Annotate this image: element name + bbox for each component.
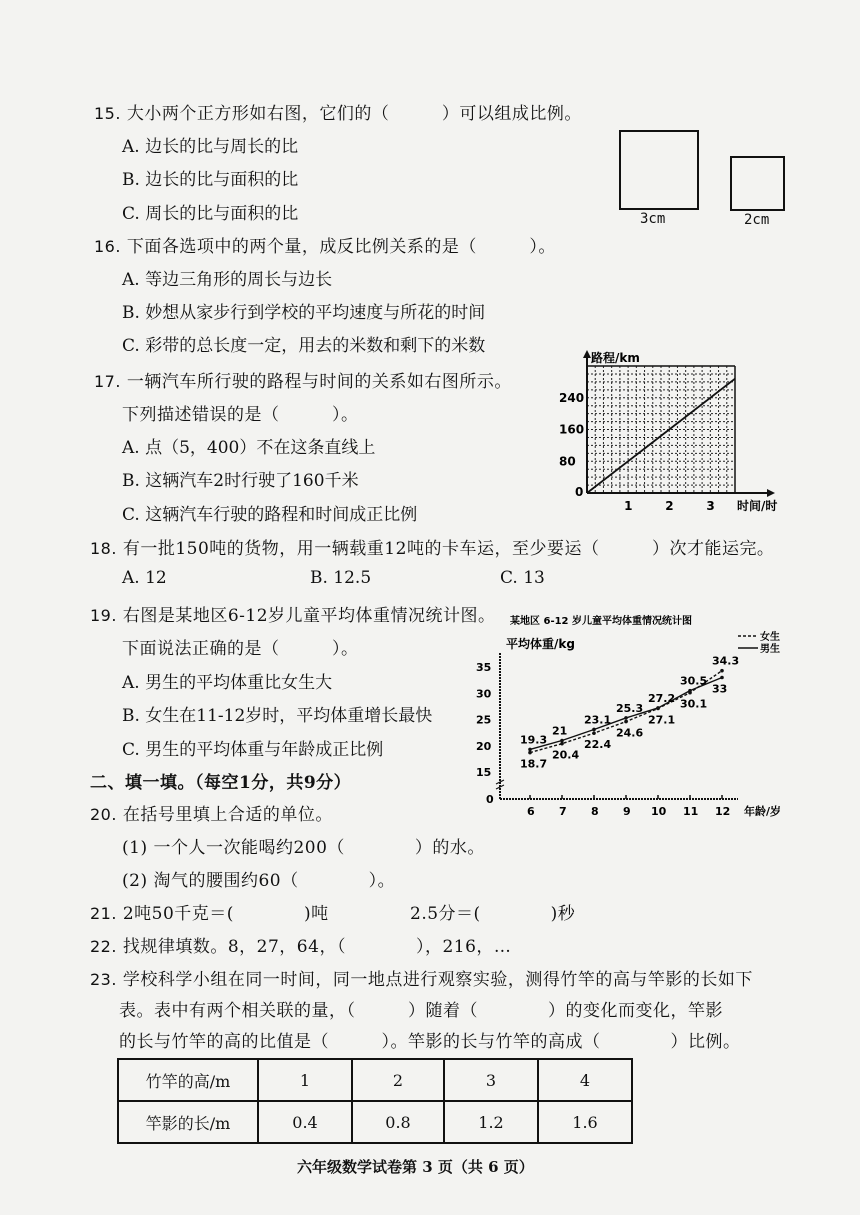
q19-option-c[interactable]: C. 男生的平均体重与年龄成正比例 — [122, 740, 384, 760]
weight-chart — [470, 612, 800, 820]
q18-option-c[interactable]: C. 13 — [500, 568, 545, 588]
data-label: 33 — [712, 682, 728, 696]
q19-stem — [90, 601, 496, 626]
page-footer: 六年级数学试卷第 3 页（共 6 页） — [297, 1158, 534, 1176]
q17-number: 17. — [94, 372, 121, 391]
q17-stem2: 下列描述错误的是（ ）。 — [122, 405, 359, 425]
y-tick-label: 0 — [486, 793, 494, 806]
x-tick-label: 12 — [715, 805, 731, 818]
q17-option-a[interactable]: A. 点（5，400）不在这条直线上 — [122, 438, 376, 458]
q19-text: 右图是某地区6-12岁儿童平均体重情况统计图。 — [122, 606, 496, 626]
chart-title: 某地区 6-12 岁儿童平均体重情况统计图 — [510, 616, 692, 627]
data-label: 18.7 — [520, 757, 548, 771]
distance-time-chart — [555, 348, 795, 516]
small-square-label: 2cm — [744, 212, 770, 228]
q18-number: 18. — [90, 539, 117, 558]
q15-stem — [94, 99, 582, 124]
y-tick-label: 20 — [476, 739, 492, 753]
y-tick-label: 30 — [476, 687, 492, 701]
q22-number: 22. — [90, 937, 117, 956]
y-tick-label: 80 — [559, 454, 576, 469]
q15-number: 15. — [94, 104, 121, 123]
q21-b[interactable]: 2.5分＝( )秒 — [410, 904, 576, 924]
data-point — [592, 728, 596, 732]
data-point — [656, 706, 660, 710]
y-tick-label: 15 — [476, 766, 492, 779]
table-cell: 1.6 — [538, 1101, 632, 1143]
y-axis-label: 平均体重/kg — [506, 637, 575, 651]
y-axis-label: 路程/km — [591, 351, 640, 365]
q19-option-a[interactable]: A. 男生的平均体重比女生大 — [122, 673, 333, 693]
q20-item-2[interactable]: (2) 淘气的腰围约60（ ）。 — [122, 871, 396, 891]
q16-option-b[interactable]: B. 妙想从家步行到学校的平均速度与所花的时间 — [122, 303, 486, 323]
q18-option-b[interactable]: B. 12.5 — [310, 568, 372, 588]
row-header: 竿影的长/m — [118, 1101, 258, 1143]
x-tick-label: 2 — [665, 499, 674, 513]
data-point — [624, 716, 628, 720]
pole-shadow-table — [117, 1058, 633, 1144]
x-tick-label: 0 — [575, 485, 584, 499]
data-point — [528, 748, 532, 752]
table-row — [118, 1101, 632, 1143]
q15-text: 大小两个正方形如右图，它们的（ ）可以组成比例。 — [126, 104, 582, 124]
legend-boys-label: 男生 — [760, 644, 780, 655]
data-label: 20.4 — [552, 748, 580, 762]
table-cell: 1.2 — [444, 1101, 538, 1143]
q23-line-1 — [90, 965, 753, 990]
q17-stem — [94, 367, 512, 392]
data-label: 21 — [552, 724, 568, 738]
y-tick-label: 25 — [476, 713, 492, 727]
q20-number: 20. — [90, 805, 117, 824]
data-point — [528, 751, 532, 755]
data-point — [720, 676, 724, 680]
y-tick-label: 35 — [476, 661, 492, 674]
q21-a — [90, 899, 329, 924]
data-point — [720, 669, 724, 673]
x-tick-label: 10 — [651, 805, 667, 818]
q15-option-b[interactable]: B. 边长的比与面积的比 — [122, 170, 299, 190]
q15-option-c[interactable]: C. 周长的比与面积的比 — [122, 204, 299, 224]
q21-a-text[interactable]: 2吨50千克＝( )吨 — [122, 904, 329, 924]
data-point — [560, 739, 564, 743]
q17-option-b[interactable]: B. 这辆汽车2时行驶了160千米 — [122, 471, 359, 491]
x-axis-label: 时间/时 — [737, 499, 778, 513]
table-cell: 2 — [352, 1059, 444, 1101]
x-tick-label: 11 — [683, 805, 699, 818]
q23-text-1: 学校科学小组在同一时间，同一地点进行观察实验，测得竹竿的高与竿影的长如下 — [122, 970, 753, 990]
q22-text[interactable]: 找规律填数。8，27，64，（ ），216，… — [122, 937, 512, 957]
q22 — [90, 932, 511, 957]
table-cell: 4 — [538, 1059, 632, 1101]
y-axis-arrow — [583, 350, 591, 358]
big-square — [619, 130, 699, 210]
q19-option-b[interactable]: B. 女生在11-12岁时，平均体重增长最快 — [122, 706, 433, 726]
data-label: 25.3 — [616, 701, 644, 715]
data-label: 24.6 — [616, 726, 644, 740]
q19-stem2: 下面说法正确的是（ ）。 — [122, 639, 359, 659]
q16-text: 下面各选项中的两个量，成反比例关系的是（ ）。 — [126, 237, 556, 257]
data-label: 34.3 — [712, 654, 740, 668]
q21-number: 21. — [90, 904, 117, 923]
data-label: 27.1 — [648, 713, 676, 727]
section-2-heading: 二、填一填。（每空1分，共9分） — [90, 773, 352, 793]
data-label: 22.4 — [584, 738, 612, 752]
x-tick-label: 6 — [527, 805, 535, 818]
q16-option-c[interactable]: C. 彩带的总长度一定，用去的米数和剩下的米数 — [122, 336, 486, 356]
data-label: 30.1 — [680, 697, 708, 711]
small-square — [730, 156, 785, 211]
q20-text: 在括号里填上合适的单位。 — [122, 805, 333, 825]
q16-stem — [94, 232, 556, 257]
data-label: 30.5 — [680, 674, 708, 688]
table-row — [118, 1059, 632, 1101]
data-point — [560, 742, 564, 746]
y-tick-label: 160 — [559, 422, 585, 437]
q20-stem — [90, 800, 333, 825]
row-header: 竹竿的高/m — [118, 1059, 258, 1101]
x-tick-label: 8 — [591, 805, 599, 818]
data-point — [624, 720, 628, 724]
q15-option-a[interactable]: A. 边长的比与周长的比 — [122, 137, 299, 157]
data-label: 27.2 — [648, 691, 676, 705]
data-point — [688, 689, 692, 693]
q18-stem — [90, 534, 774, 559]
x-tick-label: 3 — [706, 499, 715, 513]
q18-option-a[interactable]: A. 12 — [122, 568, 167, 588]
table-cell: 3 — [444, 1059, 538, 1101]
data-label: 19.3 — [520, 733, 548, 747]
q23-line-3[interactable]: 的长与竹竿的高的比值是（ ）。竿影的长与竹竿的高成（ ）比例。 — [119, 1032, 741, 1052]
big-square-label: 3cm — [640, 211, 666, 227]
q16-number: 16. — [94, 237, 121, 256]
table-cell: 1 — [258, 1059, 352, 1101]
q18-text: 有一批150吨的货物，用一辆载重12吨的卡车运，至少要运（ ）次才能运完。 — [122, 539, 775, 559]
x-axis-label: 年龄/岁 — [744, 805, 782, 818]
x-tick-label: 1 — [624, 499, 633, 513]
axis-break — [496, 780, 504, 789]
data-label: 23.1 — [584, 713, 612, 727]
q23-number: 23. — [90, 970, 117, 989]
table-cell: 0.8 — [352, 1101, 444, 1143]
q17-text: 一辆汽车所行驶的路程与时间的关系如右图所示。 — [126, 372, 512, 392]
legend-girls-label: 女生 — [760, 632, 780, 643]
x-tick-label: 9 — [623, 805, 631, 818]
q16-option-a[interactable]: A. 等边三角形的周长与边长 — [122, 270, 333, 290]
q20-item-1[interactable]: (1) 一个人一次能喝约200（ ）的水。 — [122, 838, 485, 858]
q17-option-c[interactable]: C. 这辆汽车行驶的路程和时间成正比例 — [122, 505, 418, 525]
x-tick-label: 7 — [559, 805, 567, 818]
data-point — [592, 731, 596, 735]
x-axis-arrow — [767, 489, 775, 497]
q19-number: 19. — [90, 606, 117, 625]
q23-line-2[interactable]: 表。表中有两个相关联的量，（ ）随着（ ）的变化而变化，竿影 — [119, 1001, 723, 1021]
y-tick-label: 240 — [559, 390, 585, 405]
table-cell: 0.4 — [258, 1101, 352, 1143]
